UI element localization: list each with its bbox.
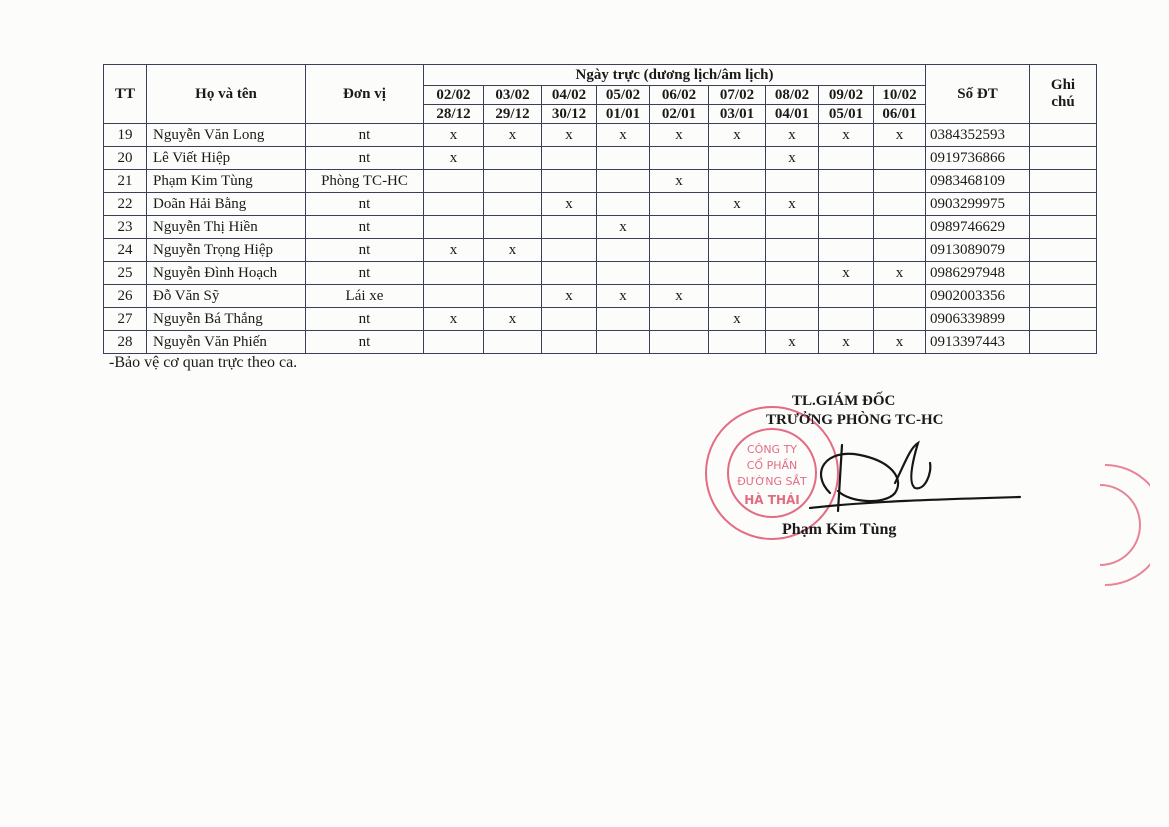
duty-mark	[819, 216, 874, 239]
duty-mark	[766, 170, 819, 193]
lunar-date: 02/01	[650, 105, 709, 124]
duty-roster-table	[103, 64, 1097, 354]
row-name: Nguyễn Văn Phiến	[147, 331, 306, 354]
table-row	[104, 170, 1097, 193]
row-phone: 0913089079	[926, 239, 1030, 262]
duty-mark: x	[766, 331, 819, 354]
duty-mark	[597, 193, 650, 216]
solar-date: 09/02	[819, 86, 874, 105]
duty-mark: x	[484, 239, 542, 262]
duty-mark: x	[542, 285, 597, 308]
table-row	[104, 285, 1097, 308]
duty-mark	[542, 331, 597, 354]
duty-mark	[484, 193, 542, 216]
lunar-date: 30/12	[542, 105, 597, 124]
row-phone: 0986297948	[926, 262, 1030, 285]
duty-mark	[709, 147, 766, 170]
duty-mark	[709, 239, 766, 262]
duty-mark: x	[650, 170, 709, 193]
header-name: Họ và tên	[147, 65, 306, 124]
duty-mark	[874, 170, 926, 193]
row-phone: 0902003356	[926, 285, 1030, 308]
row-note	[1030, 170, 1097, 193]
stamp-line2: CỔ PHẦN	[746, 459, 798, 472]
solar-date: 04/02	[542, 86, 597, 105]
duty-mark	[650, 239, 709, 262]
duty-mark	[874, 193, 926, 216]
row-note	[1030, 308, 1097, 331]
duty-mark	[819, 193, 874, 216]
header-duty-days: Ngày trực (dương lịch/âm lịch)	[424, 65, 926, 86]
row-unit: nt	[306, 308, 424, 331]
solar-date: 07/02	[709, 86, 766, 105]
row-name: Doãn Hải Bằng	[147, 193, 306, 216]
duty-mark	[424, 285, 484, 308]
duty-mark: x	[484, 124, 542, 147]
signature-role: TRƯỞNG PHÒNG TC-HC	[766, 412, 944, 428]
header-phone: Số ĐT	[926, 65, 1030, 124]
row-unit: nt	[306, 239, 424, 262]
table-row	[104, 216, 1097, 239]
partial-stamp-edge	[1090, 460, 1150, 590]
row-tt: 19	[104, 124, 147, 147]
row-unit: nt	[306, 147, 424, 170]
duty-mark	[484, 331, 542, 354]
duty-mark: x	[597, 216, 650, 239]
signature-title: TL.GIÁM ĐỐC	[792, 393, 896, 409]
duty-mark	[650, 308, 709, 331]
row-unit: nt	[306, 262, 424, 285]
duty-mark	[597, 239, 650, 262]
duty-mark: x	[819, 262, 874, 285]
table-row	[104, 147, 1097, 170]
row-note	[1030, 262, 1097, 285]
duty-mark	[650, 262, 709, 285]
duty-mark	[650, 193, 709, 216]
header-note	[1030, 65, 1097, 124]
signature-block	[700, 393, 1020, 553]
row-name: Đỗ Văn Sỹ	[147, 285, 306, 308]
row-phone: 0906339899	[926, 308, 1030, 331]
duty-mark	[597, 262, 650, 285]
duty-mark: x	[424, 308, 484, 331]
lunar-date: 01/01	[597, 105, 650, 124]
duty-mark	[484, 147, 542, 170]
solar-date: 08/02	[766, 86, 819, 105]
roster-body	[104, 124, 1097, 354]
row-tt: 23	[104, 216, 147, 239]
row-note	[1030, 193, 1097, 216]
table-row	[104, 331, 1097, 354]
row-unit: nt	[306, 216, 424, 239]
lunar-date: 04/01	[766, 105, 819, 124]
row-name: Nguyễn Văn Long	[147, 124, 306, 147]
duty-mark	[484, 285, 542, 308]
row-name: Nguyễn Thị Hiền	[147, 216, 306, 239]
table-row	[104, 308, 1097, 331]
duty-mark: x	[650, 124, 709, 147]
row-unit: Lái xe	[306, 285, 424, 308]
duty-mark	[766, 262, 819, 285]
duty-mark: x	[766, 193, 819, 216]
duty-mark	[819, 239, 874, 262]
row-tt: 28	[104, 331, 147, 354]
duty-mark	[766, 308, 819, 331]
table-row	[104, 262, 1097, 285]
duty-mark	[819, 147, 874, 170]
duty-mark: x	[709, 308, 766, 331]
header-note-line1: Ghi	[1050, 77, 1076, 93]
duty-mark	[709, 262, 766, 285]
row-name: Lê Viết Hiệp	[147, 147, 306, 170]
duty-mark	[650, 216, 709, 239]
duty-mark: x	[650, 285, 709, 308]
row-note	[1030, 285, 1097, 308]
row-phone: 0989746629	[926, 216, 1030, 239]
duty-mark: x	[424, 239, 484, 262]
row-phone: 0903299975	[926, 193, 1030, 216]
row-tt: 21	[104, 170, 147, 193]
lunar-date: 28/12	[424, 105, 484, 124]
table-row	[104, 124, 1097, 147]
row-unit: nt	[306, 331, 424, 354]
duty-mark	[484, 170, 542, 193]
duty-mark: x	[874, 124, 926, 147]
duty-mark	[709, 170, 766, 193]
duty-mark	[597, 147, 650, 170]
duty-mark	[542, 262, 597, 285]
stamp-line1: CÔNG TY	[746, 443, 798, 456]
duty-mark	[766, 239, 819, 262]
row-name: Nguyễn Bá Thắng	[147, 308, 306, 331]
lunar-date: 05/01	[819, 105, 874, 124]
duty-mark	[424, 331, 484, 354]
row-name: Phạm Kim Tùng	[147, 170, 306, 193]
row-tt: 20	[104, 147, 147, 170]
duty-mark	[424, 193, 484, 216]
duty-mark	[819, 285, 874, 308]
duty-mark	[542, 170, 597, 193]
stamp-line4: HÀ THÁI	[744, 493, 800, 507]
row-note	[1030, 124, 1097, 147]
row-note	[1030, 239, 1097, 262]
duty-mark: x	[542, 193, 597, 216]
duty-mark	[542, 308, 597, 331]
duty-mark: x	[766, 124, 819, 147]
header-note-line2: chú	[1051, 94, 1075, 110]
duty-mark	[424, 170, 484, 193]
duty-mark	[709, 216, 766, 239]
row-phone: 0384352593	[926, 124, 1030, 147]
duty-mark	[874, 308, 926, 331]
header-unit: Đơn vị	[306, 65, 424, 124]
duty-mark: x	[484, 308, 542, 331]
duty-mark	[424, 216, 484, 239]
duty-mark	[597, 308, 650, 331]
duty-mark	[709, 285, 766, 308]
table-row	[104, 193, 1097, 216]
duty-mark: x	[709, 193, 766, 216]
duty-mark	[709, 331, 766, 354]
duty-mark	[874, 216, 926, 239]
solar-date: 05/02	[597, 86, 650, 105]
duty-mark	[484, 262, 542, 285]
duty-mark: x	[874, 262, 926, 285]
lunar-date: 03/01	[709, 105, 766, 124]
duty-mark	[766, 285, 819, 308]
duty-mark: x	[542, 124, 597, 147]
duty-mark	[650, 147, 709, 170]
duty-mark	[597, 170, 650, 193]
duty-mark	[874, 239, 926, 262]
row-tt: 24	[104, 239, 147, 262]
solar-date: 10/02	[874, 86, 926, 105]
row-unit: Phòng TC-HC	[306, 170, 424, 193]
duty-mark: x	[874, 331, 926, 354]
duty-mark	[819, 170, 874, 193]
duty-mark	[542, 239, 597, 262]
row-phone: 0983468109	[926, 170, 1030, 193]
signer-name: Phạm Kim Tùng	[782, 521, 897, 538]
duty-mark	[650, 331, 709, 354]
handwritten-signature	[790, 433, 1030, 513]
table-row	[104, 239, 1097, 262]
duty-mark: x	[424, 147, 484, 170]
header-tt: TT	[104, 65, 147, 124]
duty-mark: x	[709, 124, 766, 147]
solar-date: 06/02	[650, 86, 709, 105]
duty-mark: x	[819, 331, 874, 354]
duty-mark	[542, 216, 597, 239]
lunar-date: 06/01	[874, 105, 926, 124]
row-unit: nt	[306, 193, 424, 216]
row-phone: 0919736866	[926, 147, 1030, 170]
duty-mark: x	[819, 124, 874, 147]
footnote: -Bảo vệ cơ quan trực theo ca.	[109, 354, 298, 371]
row-note	[1030, 331, 1097, 354]
solar-date: 03/02	[484, 86, 542, 105]
duty-mark	[766, 216, 819, 239]
duty-mark: x	[597, 285, 650, 308]
duty-mark: x	[424, 124, 484, 147]
duty-mark	[819, 308, 874, 331]
duty-mark: x	[597, 124, 650, 147]
duty-mark	[542, 147, 597, 170]
row-unit: nt	[306, 124, 424, 147]
row-name: Nguyễn Trọng Hiệp	[147, 239, 306, 262]
solar-date: 02/02	[424, 86, 484, 105]
row-phone: 0913397443	[926, 331, 1030, 354]
row-note	[1030, 147, 1097, 170]
duty-mark: x	[766, 147, 819, 170]
row-tt: 26	[104, 285, 147, 308]
duty-mark	[874, 285, 926, 308]
row-tt: 27	[104, 308, 147, 331]
row-note	[1030, 216, 1097, 239]
row-tt: 22	[104, 193, 147, 216]
duty-mark	[484, 216, 542, 239]
lunar-date: 29/12	[484, 105, 542, 124]
duty-mark	[424, 262, 484, 285]
row-name: Nguyễn Đình Hoạch	[147, 262, 306, 285]
duty-mark	[874, 147, 926, 170]
duty-mark	[597, 331, 650, 354]
row-tt: 25	[104, 262, 147, 285]
stamp-line3: ĐƯỜNG SẮT	[737, 475, 807, 488]
